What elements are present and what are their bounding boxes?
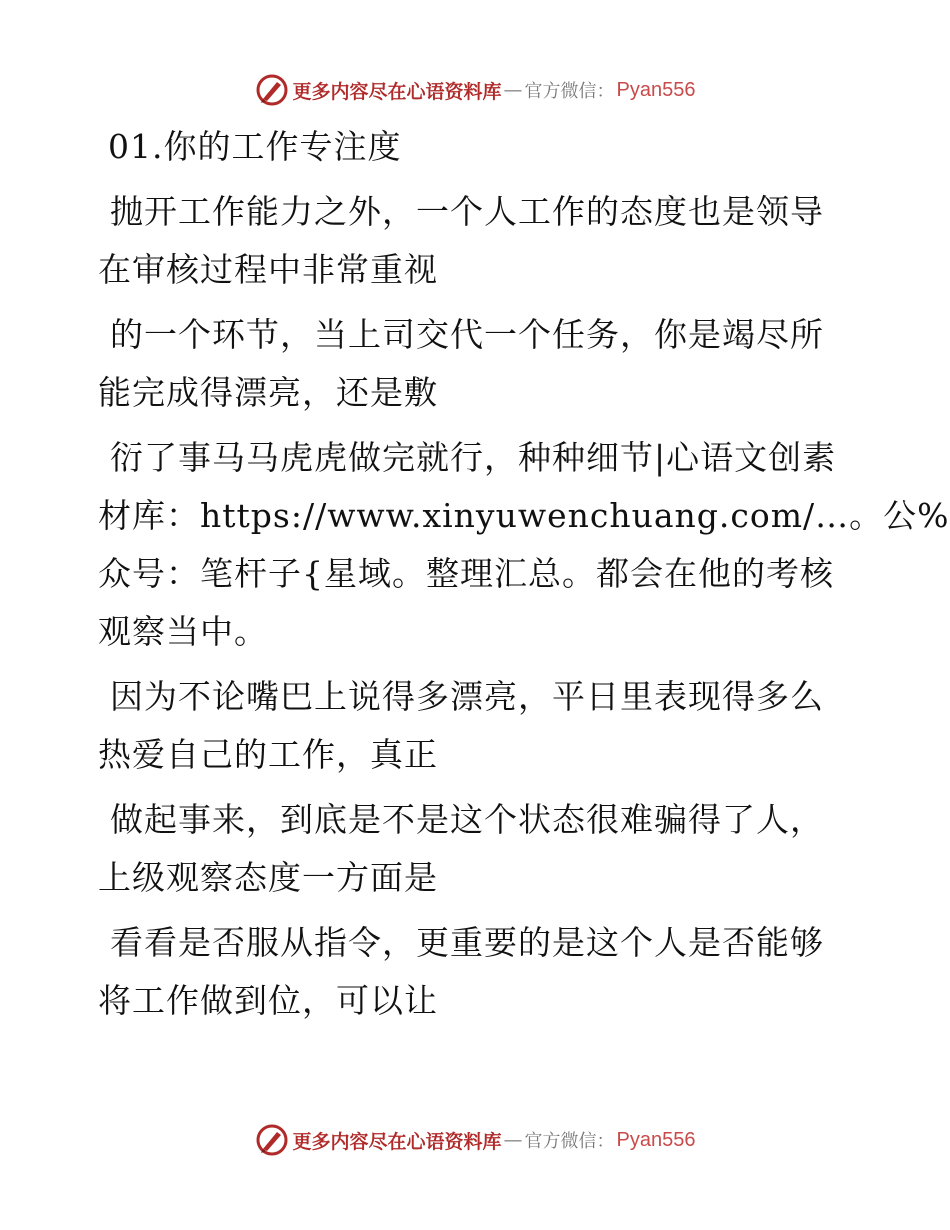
- banner-dash: —: [503, 1129, 523, 1151]
- paragraph-line: 材库：https://www.xinyuwenchuang.com/…。公%: [98, 496, 950, 535]
- paragraph-line: 的一个环节，当上司交代一个任务，你是竭尽所: [110, 315, 824, 354]
- paragraph-line: 抛开工作能力之外，一个人工作的态度也是领导: [110, 192, 824, 231]
- banner-dash: —: [503, 79, 523, 101]
- banner-wechat-account: Pyan556: [616, 78, 696, 101]
- paragraph-line: 上级观察态度一方面是: [98, 858, 438, 897]
- document-body: [98, 118, 950, 1030]
- paragraph-line: 将工作做到位，可以让: [98, 981, 438, 1020]
- paragraph-line: 热爱自己的工作，真正: [98, 735, 438, 774]
- paragraph: [98, 306, 858, 422]
- paragraph-line: 在审核过程中非常重视: [98, 250, 438, 289]
- paragraph-line: 做起事来，到底是不是这个状态很难骗得了人，: [110, 800, 824, 839]
- footer-banner: [0, 1120, 950, 1160]
- paragraph-line: 因为不论嘴巴上说得多漂亮，平日里表现得多么: [110, 677, 824, 716]
- paragraph-line: 众号：笔杆子{星域。整理汇总。都会在他的考核: [98, 554, 834, 593]
- banner-wechat-label: 官方微信：: [524, 81, 615, 102]
- paragraph-line: 衍了事马马虎虎做完就行，种种细节|心语文创素: [110, 438, 837, 477]
- header-banner: [0, 70, 950, 110]
- paragraph: [98, 914, 858, 1030]
- paragraph-line: 看看是否服从指令，更重要的是这个人是否能够: [110, 923, 824, 962]
- banner-wechat-account: Pyan556: [616, 1128, 696, 1151]
- paragraph: [98, 183, 858, 299]
- paragraph: [98, 668, 858, 784]
- pen-logo-icon: [255, 73, 289, 107]
- section-heading: 01.你的工作专注度: [108, 127, 402, 166]
- paragraph-line: 观察当中。: [98, 612, 268, 651]
- banner-slogan: 更多内容尽在心语资料库: [292, 80, 502, 103]
- banner-slogan: 更多内容尽在心语资料库: [292, 1130, 502, 1153]
- paragraph-line: 能完成得漂亮，还是敷: [98, 373, 438, 412]
- paragraph: [98, 429, 950, 661]
- paragraph: [98, 791, 858, 907]
- banner-wechat-label: 官方微信：: [524, 1131, 615, 1152]
- pen-logo-icon: [255, 1123, 289, 1157]
